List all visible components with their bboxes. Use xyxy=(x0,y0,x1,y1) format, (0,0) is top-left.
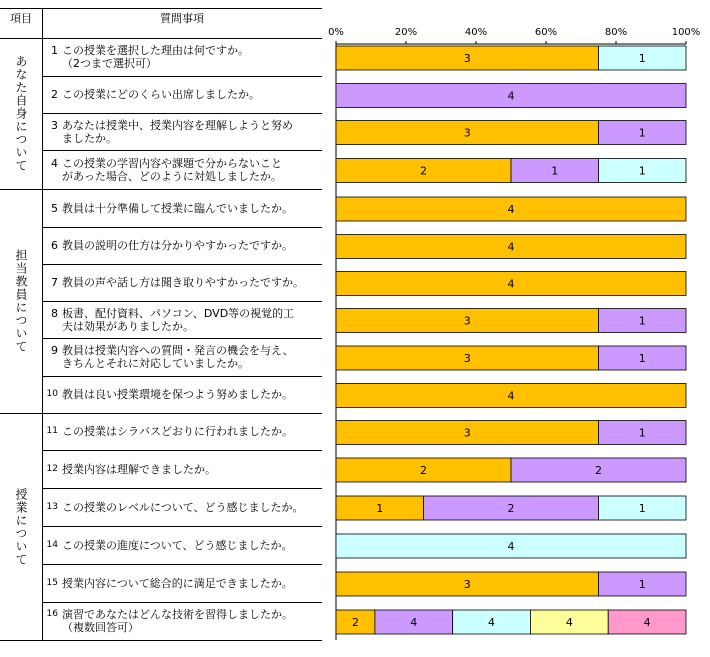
x-tick-label: 80% xyxy=(604,27,628,38)
question-text: 板書、配付資料、パソコン、DVD等の視覚的工 夫は効果がありましたか。 xyxy=(62,306,295,333)
question-number: 4 xyxy=(51,156,58,170)
bar-segment-label: 3 xyxy=(463,426,471,440)
question-number: 5 xyxy=(51,201,58,215)
question-text: 教員の声や話し方は聞き取りやすかったですか。 xyxy=(62,276,304,289)
question-text: 教員は十分準備して授業に臨んでいましたか。 xyxy=(62,201,293,215)
bar-segment-label: 1 xyxy=(638,52,646,65)
question-number: 12 xyxy=(46,463,58,474)
question-text: 授業内容について総合的に満足できましたか。 xyxy=(62,576,293,590)
bar-segment-label: 3 xyxy=(463,126,471,140)
x-tick-label: 40% xyxy=(464,27,488,38)
question-number: 15 xyxy=(46,577,58,588)
bar-segment-label: 4 xyxy=(507,240,515,254)
bar-segment-label: 3 xyxy=(463,314,471,328)
bar-segment-label: 4 xyxy=(488,616,496,629)
x-tick-label: 60% xyxy=(534,27,558,38)
question-number: 13 xyxy=(46,501,58,512)
bar-segment-label: 1 xyxy=(638,126,646,140)
bar-segment-label: 4 xyxy=(507,203,515,216)
bar-segment-label: 1 xyxy=(638,502,646,515)
x-tick-label: 20% xyxy=(394,27,418,38)
question-number: 11 xyxy=(46,426,58,436)
question-number: 16 xyxy=(46,609,58,619)
bar-segment-label: 4 xyxy=(507,89,515,103)
question-text: この授業にどのくらい出席しましたか。 xyxy=(62,88,260,101)
question-number: 6 xyxy=(51,239,58,252)
question-number: 10 xyxy=(46,389,58,399)
question-text: この授業の学習内容や課題で分からないこと があった場合、どのように対処しましたか。 xyxy=(62,156,282,183)
bar-segment-label: 1 xyxy=(638,164,646,178)
bar-segment-label: 4 xyxy=(410,616,418,629)
bar-segment-label: 4 xyxy=(507,540,515,553)
question-text: 授業内容は理解できましたか。 xyxy=(62,462,216,476)
bar-segment-label: 3 xyxy=(463,352,471,365)
question-text: あなたは授業中、授業内容を理解しようと努め ましたか。 xyxy=(62,118,293,145)
bar-segment-label: 2 xyxy=(420,164,427,178)
question-text: この授業を選択した理由は何ですか。 （2つまで選択可） xyxy=(62,44,249,70)
bar-segment-label: 1 xyxy=(638,352,646,365)
question-number: 8 xyxy=(51,306,58,320)
bar-segment-label: 3 xyxy=(463,578,471,591)
header-category: 項目 xyxy=(10,12,32,25)
bar-segment-label: 1 xyxy=(638,314,646,328)
bar-segment-label: 1 xyxy=(638,426,646,440)
bar-segment-label: 1 xyxy=(551,164,559,178)
question-number: 9 xyxy=(51,344,58,357)
header-question: 質問事項 xyxy=(160,12,204,25)
category-label-text: 担当教員について xyxy=(14,249,28,353)
bar-segment-label: 4 xyxy=(507,277,515,291)
question-number: 14 xyxy=(46,539,58,550)
bar-segment-label: 2 xyxy=(420,464,427,477)
question-number: 2 xyxy=(51,88,58,101)
bar-segment-label: 2 xyxy=(595,464,602,477)
question-text: 教員は授業内容への質問・発言の機会を与え、 きちんとそれに対応していましたか。 xyxy=(62,344,294,370)
x-tick-label: 0% xyxy=(328,27,344,38)
bar-segment-label: 4 xyxy=(565,616,573,629)
bar-segment-label: 4 xyxy=(507,389,515,403)
question-text: 教員は良い授業環境を保つよう努めましたか。 xyxy=(62,388,293,401)
bar-segment-label: 1 xyxy=(638,578,646,591)
question-number: 3 xyxy=(51,118,58,132)
bar-segment-label: 2 xyxy=(507,502,515,515)
question-text: この授業はシラバスどおりに行われましたか。 xyxy=(62,425,293,438)
question-text: この授業のレベルについて、どう感じましたか。 xyxy=(62,500,304,514)
bar-segment-label: 3 xyxy=(463,52,471,65)
category-label-text: 授業について xyxy=(14,487,28,566)
question-number: 7 xyxy=(51,276,58,289)
question-text: この授業の進度について、どう感じましたか。 xyxy=(62,538,293,552)
x-tick-label: 100% xyxy=(671,27,701,38)
bar-segment-label: 1 xyxy=(376,502,384,515)
question-number: 1 xyxy=(51,44,58,57)
question-text: 教員の説明の仕方は分かりやすかったですか。 xyxy=(62,239,293,252)
question-text: 演習であなたはどんな技術を習得しましたか。 （複数回答可） xyxy=(62,608,293,634)
bar-segment-label: 4 xyxy=(643,616,651,629)
category-label-text: あなた自身について xyxy=(14,55,28,172)
bar-segment-label: 2 xyxy=(351,616,359,629)
